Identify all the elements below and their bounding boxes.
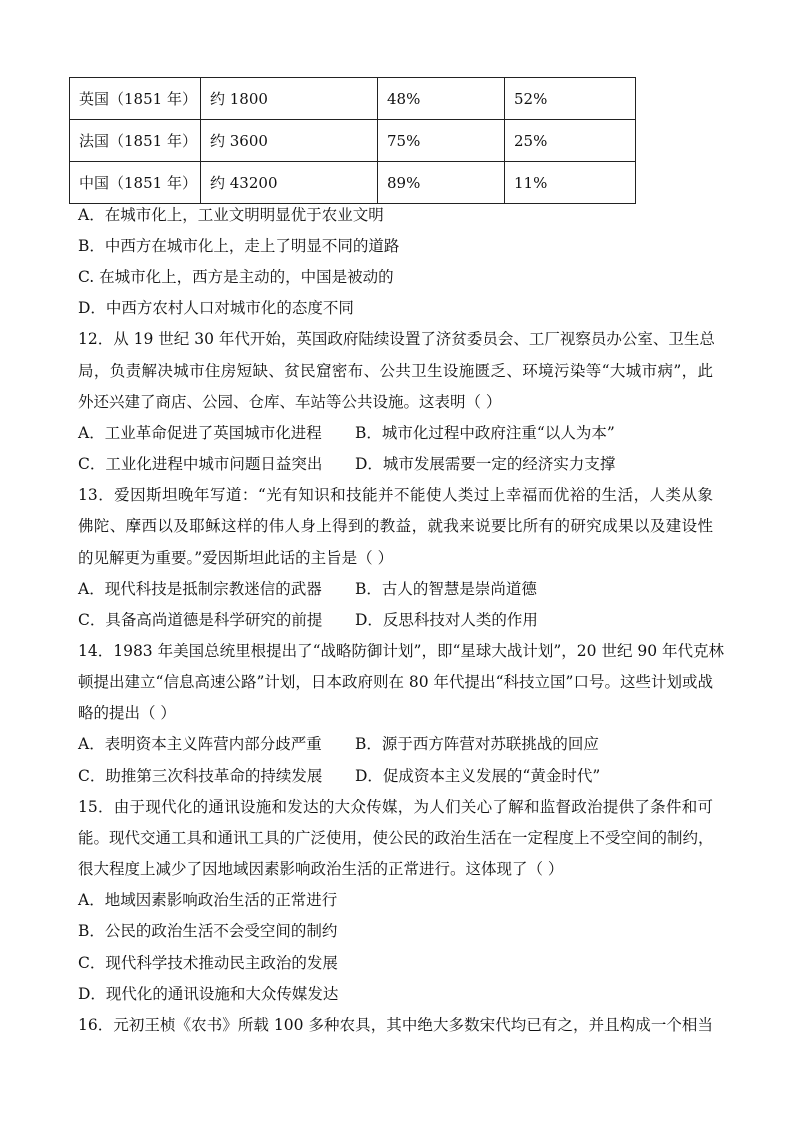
urbanization-table: [69, 77, 636, 204]
table-cell-rural: 75%: [378, 120, 505, 162]
table-cell-rural: 89%: [378, 162, 505, 204]
q13-option-b: B．古人的智慧是崇尚道德: [355, 580, 537, 598]
table-cell-urban: 25%: [505, 120, 636, 162]
q12-stem-line: 局，负责解决城市住房短缺、贫民窟密布、公共卫生设施匮乏、环境污染等“大城市病”，此: [78, 362, 713, 380]
q15-option-a: A．地域因素影响政治生活的正常进行: [78, 891, 338, 909]
q11-option-b: B．中西方在城市化上，走上了明显不同的道路: [78, 237, 400, 255]
table-cell-population: 约 1800: [201, 78, 378, 120]
q14-option-d: D．促成资本主义发展的“黄金时代”: [355, 767, 601, 785]
q14-stem-line: 14．1983 年美国总统里根提出了“战略防御计划”，即“星球大战计划”，20 世纪 90 年代克林: [78, 642, 725, 660]
table-row: [70, 78, 636, 120]
q12-stem-line: 12．从 19 世纪 30 年代开始，英国政府陆续设置了济贫委员会、工厂视察员办公室、卫生总: [78, 330, 715, 348]
q11-option-a: A．在城市化上，工业文明明显优于农业文明: [78, 206, 384, 224]
q13-stem-line: 佛陀、摩西以及耶稣这样的伟人身上得到的教益，就我来说要比所有的研究成果以及建设性: [78, 517, 713, 535]
q13-stem-line: 13．爱因斯坦晚年写道：“光有知识和技能并不能使人类过上幸福而优裕的生活，人类从象: [78, 486, 713, 504]
q15-option-d: D．现代化的通讯设施和大众传媒发达: [78, 985, 339, 1003]
table-cell-country: 中国（1851 年）: [70, 162, 201, 204]
q11-option-c: C. 在城市化上，西方是主动的，中国是被动的: [78, 268, 394, 286]
q13-option-a: A．现代科技是抵制宗教迷信的武器: [78, 580, 322, 598]
q13-option-c: C．具备高尚道德是科学研究的前提: [78, 611, 323, 629]
table-cell-urban: 11%: [505, 162, 636, 204]
q14-option-a: A．表明资本主义阵营内部分歧严重: [78, 735, 322, 753]
q15-stem-line: 15．由于现代化的通讯设施和发达的大众传媒，为人们关心了解和监督政治提供了条件和可: [78, 798, 713, 816]
q12-option-b: B．城市化过程中政府注重“以人为本”: [355, 424, 615, 442]
q12-option-d: D．城市发展需要一定的经济实力支撑: [355, 455, 616, 473]
table-cell-urban: 52%: [505, 78, 636, 120]
table-cell-population: 约 3600: [201, 120, 378, 162]
q15-stem-line: 能。现代交通工具和通讯工具的广泛使用，使公民的政治生活在一定程度上不受空间的制约，: [78, 829, 714, 847]
table-cell-country: 法国（1851 年）: [70, 120, 201, 162]
q15-option-b: B．公民的政治生活不会受空间的制约: [78, 922, 338, 940]
q12-stem-line: 外还兴建了商店、公园、仓库、车站等公共设施。这表明（ ）: [78, 393, 502, 411]
table-row: [70, 162, 636, 204]
q12-option-a: A．工业革命促进了英国城市化进程: [78, 424, 322, 442]
table-cell-population: 约 43200: [201, 162, 378, 204]
table-cell-country: 英国（1851 年）: [70, 78, 201, 120]
q14-option-c: C．助推第三次科技革命的持续发展: [78, 767, 323, 785]
q12-option-c: C．工业化进程中城市问题日益突出: [78, 455, 323, 473]
q16-stem-line: 16．元初王桢《农书》所载 100 多种农具，其中绝大多数宋代均已有之，并且构成一个相当: [78, 1016, 713, 1034]
q14-stem-line: 顿提出建立“信息高速公路”计划，日本政府则在 80 年代提出“科技立国”口号。这些计划或战: [78, 673, 713, 691]
q11-option-d: D．中西方农村人口对城市化的态度不同: [78, 299, 354, 317]
table-row: [70, 120, 636, 162]
q13-option-d: D．反思科技对人类的作用: [355, 611, 538, 629]
table-cell-rural: 48%: [378, 78, 505, 120]
q14-stem-line: 略的提出（ ）: [78, 704, 176, 722]
q15-option-c: C．现代科学技术推动民主政治的发展: [78, 954, 338, 972]
q15-stem-line: 很大程度上减少了因地域因素影响政治生活的正常进行。这体现了（ ）: [78, 860, 564, 878]
q13-stem-line: 的见解更为重要。”爱因斯坦此话的主旨是（ ）: [78, 549, 394, 567]
q14-option-b: B．源于西方阵营对苏联挑战的回应: [355, 735, 599, 753]
